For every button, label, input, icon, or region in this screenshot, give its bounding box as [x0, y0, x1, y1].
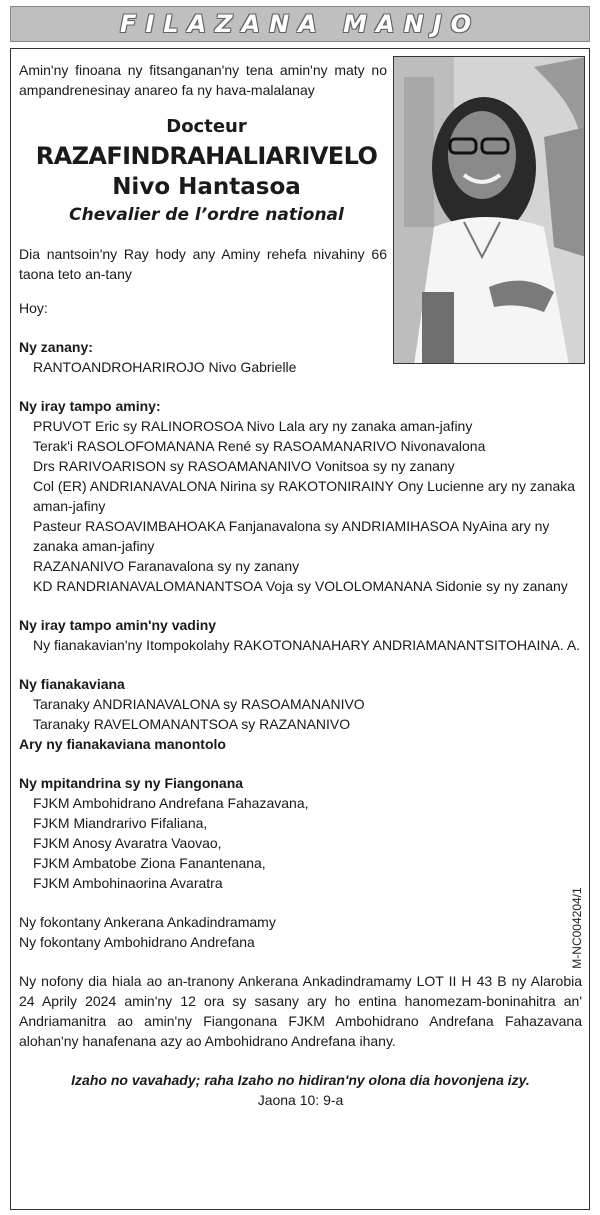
list-item: KD RANDRIANAVALOMANANTSOA Voja sy VOLOLOMANANA Sidonie sy ny zanany — [33, 578, 568, 594]
section-zanany — [19, 337, 585, 377]
deceased-honor: Chevalier de l’ordre national — [69, 205, 344, 225]
deceased-name-block — [19, 114, 394, 228]
list-item: FJKM Anosy Avaratra Vaovao, — [33, 835, 222, 851]
intro-text: Amin'ny finoana ny fitsanganan'ny tena amin'ny maty no ampandrenesinay anareo fa ny hava-malalanay — [19, 62, 387, 98]
list-item: Drs RARIVOARISON sy RASOAMANANIVO Vonitsoa sy ny zanany — [33, 458, 455, 474]
list-item: FJKM Ambohidrano Andrefana Fahazavana, — [33, 795, 309, 811]
list-item: Taranaky ANDRIANAVALONA sy RASOAMANANIVO — [33, 696, 365, 712]
side-code-text: M-NC004204/1 — [570, 887, 584, 969]
header-title: FILAZANA MANJO — [119, 10, 481, 38]
list-item: Ny fokontany Ankerana Ankadindramamy — [19, 914, 276, 930]
section-vadiny — [19, 615, 585, 655]
section-fianakaviana — [19, 674, 585, 754]
section-iray-tampo — [19, 396, 585, 596]
list-item: RAZANANIVO Faranavalona sy ny zanany — [33, 558, 300, 574]
section-mpitandrina — [19, 773, 585, 893]
section-title: Ny iray tampo aminy: — [19, 398, 161, 414]
deceased-surname: RAZAFINDRAHALIARIVELO — [35, 142, 378, 170]
notice-content — [19, 58, 585, 1110]
section-title: Ny mpitandrina sy ny Fiangonana — [19, 775, 244, 791]
header-banner — [10, 6, 590, 42]
list-item: Terak'i RASOLOFOMANANA René sy RASOAMANARIVO Nivonavalona — [33, 438, 486, 454]
deceased-prefix: Docteur — [166, 116, 247, 137]
deceased-given-names: Nivo Hantasoa — [112, 174, 301, 200]
section-title: Ny zanany: — [19, 339, 93, 355]
list-item: FJKM Ambatobe Ziona Fanantenana, — [33, 855, 266, 871]
list-item: Col (ER) ANDRIANAVALONA Nirina sy RAKOTONIRAINY Ony Lucienne ary ny zanaka aman-jafiny — [33, 478, 576, 514]
list-item: PRUVOT Eric sy RALINOROSOA Nivo Lala ary ny zanaka aman-jafiny — [33, 418, 473, 434]
bible-reference: Jaona 10: 9-a — [257, 1092, 344, 1108]
list-item: Taranaky RAVELOMANANTSOA sy RAZANANIVO — [33, 716, 351, 732]
hoy-label: Hoy: — [19, 300, 48, 316]
side-code — [567, 868, 587, 988]
list-item: Ny fianakavian'ny Itompokolahy RAKOTONANAHARY ANDRIAMANANTSITOHAINA. A. — [33, 637, 581, 653]
section-title: Ny fianakaviana — [19, 676, 125, 692]
list-item: FJKM Ambohinaorina Avaratra — [33, 875, 223, 891]
list-item: Ny fokontany Ambohidrano Andrefana — [19, 934, 255, 950]
bible-quote: Izaho no vavahady; raha Izaho no hidiran'ny olona dia hovonjena izy. — [71, 1072, 530, 1088]
list-item: Pasteur RASOAVIMBAHOAKA Fanjanavalona sy ANDRIAMIHASOA NyAina ary ny zanaka aman-jafiny — [33, 518, 550, 554]
age-text: Dia nantsoin'ny Ray hody any Aminy rehefa nivahiny 66 taona teto an-tany — [19, 246, 387, 282]
section-title: Ny iray tampo amin'ny vadiny — [19, 617, 217, 633]
section-fokontany — [19, 912, 585, 952]
list-item: RANTOANDROHARIROJO Nivo Gabrielle — [33, 359, 297, 375]
list-item: FJKM Miandrarivo Fifaliana, — [33, 815, 208, 831]
funeral-details: Ny nofony dia hiala ao an-tranony Ankerana Ankadindramamy LOT II H 43 B ny Alarobia 24 Aprily 2024 amin'ny 12 ora sy sasany ary ho entina hanomezam-boninahitra an' Andriamanitra ao amin'ny Fiangonana FJKM Ambohidrano Andrefana Fahazavana alohan'ny hanafenana azy ao Ambohidrano Andrefana ihany. — [19, 973, 582, 1049]
section-footer: Ary ny fianakaviana manontolo — [19, 736, 226, 752]
